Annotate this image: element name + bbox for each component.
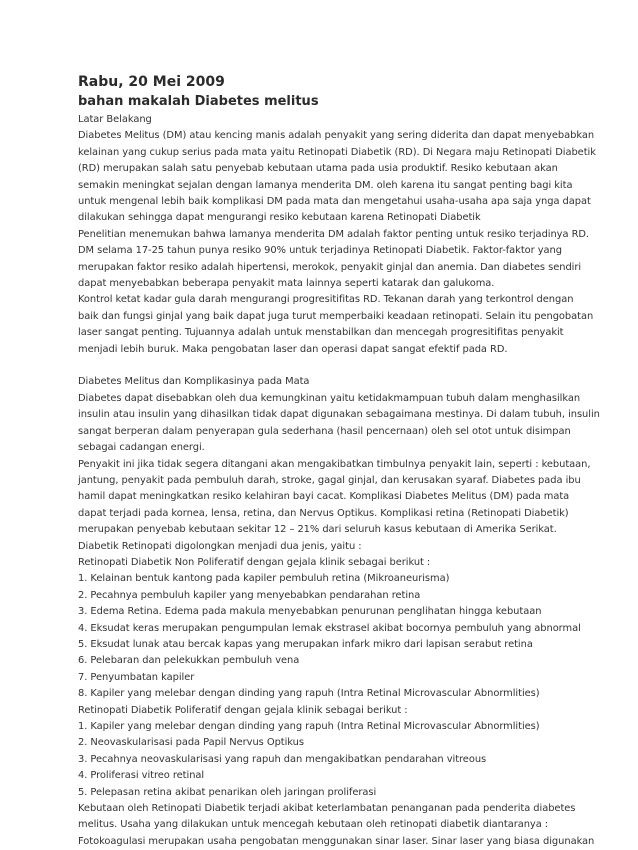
text-line: 7. Penyumbatan kapiler bbox=[78, 671, 195, 683]
text-line: 2. Pecahnya pembuluh kapiler yang menyebabkan pendarahan retina bbox=[78, 589, 421, 601]
text-line: merupakan faktor resiko adalah hipertensi, merokok, penyakit ginjal dan anemia. Dan diabetes sendiri bbox=[78, 261, 582, 273]
text-line: 1. Kapiler yang melebar dengan dinding yang rapuh (Intra Retinal Microvascular Abnormlities) bbox=[78, 721, 540, 733]
text-line: 3. Pecahnya neovaskularisasi yang rapuh dan mengakibatkan pendarahan vitreous bbox=[78, 753, 487, 765]
text-line: Retinopati Diabetik Non Poliferatif dengan gejala klinik sebagai berikut : bbox=[78, 556, 431, 568]
text-line: baik dan fungsi ginjal yang baik dapat juga turut memperbaiki keadaan retinopati. Selain itu pengobatan bbox=[78, 310, 594, 322]
text-line: Diabetes dapat disebabkan oleh dua kemungkinan yaitu ketidakmampuan tubuh dalam menghasilkan bbox=[78, 392, 581, 404]
text-line: Retinopati Diabetik Poliferatif dengan gejala klinik sebagai berikut : bbox=[78, 704, 408, 716]
text-line: (RD) merupakan salah satu penyebab kebutaan utama pada usia produktif. Resiko kebutaan akan bbox=[78, 163, 558, 175]
text-line: 4. Eksudat keras merupakan pengumpulan lemak ekstrasel akibat bocornya pembuluh yang abnormal bbox=[78, 622, 581, 634]
text-line: insulin atau insulin yang dihasilkan tidak dapat digunakan sebagaimana mestinya. Di dalam tubuh, insulin bbox=[78, 409, 600, 421]
text-line: sangat berperan dalam penyerapan gula sederhana (hasil pencernaan) oleh sel otot untuk disimpan bbox=[78, 425, 571, 437]
text-line: Kebutaan oleh Retinopati Diabetik terjadi akibat keterlambatan penanganan pada penderita diabetes bbox=[78, 803, 576, 815]
text-line: menjadi lebih buruk. Maka pengobatan laser dan operasi dapat sangat efektif pada RD. bbox=[78, 343, 508, 355]
section-complications bbox=[78, 374, 600, 850]
text-line: 8. Kapiler yang melebar dengan dinding yang rapuh (Intra Retinal Microvascular Abnormlities) bbox=[78, 688, 540, 700]
document-page bbox=[78, 72, 600, 850]
text-line: Diabetik Retinopati digolongkan menjadi dua jenis, yaitu : bbox=[78, 540, 362, 552]
text-line: kelainan yang cukup serius pada mata yaitu Retinopati Diabetik (RD). Di Negara maju Retinopati Diabetik bbox=[78, 146, 596, 158]
text-line: 5. Eksudat lunak atau bercak kapas yang merupakan infark mikro dari lapisan serabut retina bbox=[78, 638, 533, 650]
text-line: melitus. Usaha yang dilakukan untuk mencegah kebutaan oleh retinopati diabetik diantaranya : bbox=[78, 819, 549, 831]
text-line: DM selama 17-25 tahun punya resiko 90% untuk terjadinya Retinopati Diabetik. Faktor-faktor yang bbox=[78, 245, 562, 257]
text-line: 2. Neovaskularisasi pada Papil Nervus Optikus bbox=[78, 737, 304, 749]
text-line: semakin meningkat sejalan dengan lamanya menderita DM. oleh karena itu sangat penting bagi kita bbox=[78, 179, 573, 191]
text-line: merupakan penyebab kebutaan sekitar 12 – 21% dari seluruh kasus kebutaan di Amerika Serikat. bbox=[78, 524, 557, 536]
text-line: jantung, penyakit pada pembuluh darah, stroke, gagal ginjal, dan kerusakan syaraf. Diabetes pada ibu bbox=[78, 474, 581, 486]
text-line: hamil dapat meningkatkan resiko kelahiran bayi cacat. Komplikasi Diabetes Melitus (DM) pada mata bbox=[78, 491, 570, 503]
text-line: Latar Belakang bbox=[78, 114, 152, 125]
text-line: Fotokoagulasi merupakan usaha pengobatan menggunakan sinar laser. Sinar laser yang biasa digunakan bbox=[78, 835, 595, 847]
text-line: 3. Edema Retina. Edema pada makula menyebabkan penurunan penglihatan hingga kebutaan bbox=[78, 606, 542, 618]
section-background bbox=[78, 112, 596, 358]
text-line: dapat terjadi pada kornea, lensa, retina, dan Nervus Optikus. Komplikasi retina (Retinopati Diabetik) bbox=[78, 507, 569, 519]
text-line: Penelitian menemukan bahwa lamanya menderita DM adalah faktor penting untuk resiko terjadinya RD. bbox=[78, 228, 590, 240]
post-title: bahan makalah Diabetes melitus bbox=[78, 94, 319, 109]
text-line: dilakukan sehingga dapat mengurangi resiko kebutaan karena Retinopati Diabetik bbox=[78, 212, 481, 224]
text-line: Penyakit ini jika tidak segera ditangani akan mengakibatkan timbulnya penyakit lain, seperti : kebutaan, bbox=[78, 458, 591, 470]
text-line: 5. Pelepasan retina akibat penarikan oleh jaringan proliferasi bbox=[78, 786, 377, 798]
text-line: 1. Kelainan bentuk kantong pada kapiler pembuluh retina (Mikroaneurisma) bbox=[78, 573, 450, 585]
post-body bbox=[78, 112, 600, 850]
post-date: Rabu, 20 Mei 2009 bbox=[78, 74, 225, 90]
text-line: laser sangat penting. Tujuannya adalah untuk menstabilkan dan mencegah progresitifitas penyakit bbox=[78, 327, 564, 339]
paragraph-gap bbox=[78, 358, 564, 374]
text-line: sebagai cadangan energi. bbox=[78, 442, 205, 454]
text-line: Diabetes Melitus dan Komplikasinya pada Mata bbox=[78, 376, 310, 388]
text-line: untuk mengenal lebih baik komplikasi DM pada mata dan mengetahui usaha-usaha apa saja ynga dapat bbox=[78, 196, 591, 208]
text-line: 4. Proliferasi vitreo retinal bbox=[78, 770, 205, 782]
text-line: Diabetes Melitus (DM) atau kencing manis adalah penyakit yang sering diderita dan dapat menyebabkan bbox=[78, 130, 595, 142]
text-line: Kontrol ketat kadar gula darah mengurangi progresitifitas RD. Tekanan darah yang terkontrol dengan bbox=[78, 294, 574, 306]
text-line: dapat menyebabkan beberapa penyakit mata lainnya seperti katarak dan galukoma. bbox=[78, 278, 495, 290]
text-line: 6. Pelebaran dan pelekukkan pembuluh vena bbox=[78, 655, 300, 667]
